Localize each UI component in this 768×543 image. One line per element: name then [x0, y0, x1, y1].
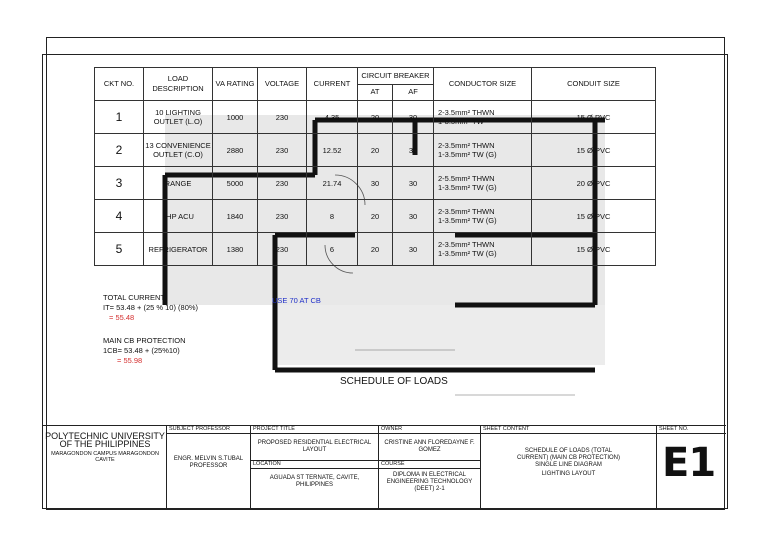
cell-conductor [434, 200, 532, 233]
conductor-line-2: 1-3.5mm² TW (G) [438, 249, 497, 258]
table-row [95, 134, 656, 167]
cell-current: 21.74 [307, 167, 358, 200]
cell-load: REFRIGERATOR [144, 233, 213, 266]
header-current: CURRENT [307, 68, 358, 101]
table-row [95, 200, 656, 233]
cell-voltage: 230 [258, 200, 307, 233]
header-conduit: CONDUIT SIZE [532, 68, 656, 101]
cell-af: 30 [393, 167, 434, 200]
header-conductor: CONDUCTOR SIZE [434, 68, 532, 101]
cell-current: 6 [307, 233, 358, 266]
cell-at: 30 [358, 167, 393, 200]
main-cb-formula: 1CB= 53.48 + (25%10) [103, 346, 180, 355]
course: DIPLOMA IN ELECTRICAL ENGINEERING TECHNOLOGY [386, 472, 473, 485]
cell-ckt: 5 [95, 233, 144, 266]
cell-af: 30 [393, 134, 434, 167]
university-title: POLYTECHNIC UNIVERSITY OF THE PHILIPPINES [45, 431, 165, 449]
owner-cell [378, 426, 480, 508]
location: AGUADA ST TERNATE, CAVITE, PHILIPPINES [269, 475, 360, 488]
cell-at: 20 [358, 134, 393, 167]
professor-role: PROFESSOR [189, 463, 228, 469]
sheet-no-header: SHEET NO. [657, 426, 726, 434]
course-header: COURSE [379, 460, 480, 469]
section: (DEET) 2-1 [414, 486, 445, 492]
table-row [95, 101, 656, 134]
plan-shaded-area-lower [275, 305, 605, 365]
conductor-line-1: 2-3.5mm² THWN [438, 108, 495, 117]
cell-va: 1380 [213, 233, 258, 266]
cell-at: 20 [358, 101, 393, 134]
cell-conduit: 15 Ø PVC [532, 101, 656, 134]
project-title: PROPOSED RESIDENTIAL ELECTRICAL LAYOUT [257, 440, 372, 453]
header-va: VA RATING [213, 68, 258, 101]
breaker-recommendation: USE 70 AT CB [272, 296, 321, 305]
cell-va: 5000 [213, 167, 258, 200]
location-header: LOCATION [251, 460, 378, 469]
cell-current: 8 [307, 200, 358, 233]
table-row [95, 233, 656, 266]
cell-af: 30 [393, 200, 434, 233]
cell-voltage: 230 [258, 167, 307, 200]
conductor-line-2: 1-3.5mm² TW (G) [438, 183, 497, 192]
project-title-header: PROJECT TITLE [251, 426, 378, 434]
cell-voltage: 230 [258, 101, 307, 134]
header-af: AF [393, 84, 434, 101]
conductor-line-1: 2-3.5mm² THWN [438, 141, 495, 150]
total-current-formula: IT= 53.48 + (25 % 10) (80%) [103, 303, 199, 312]
calculation-notes [103, 293, 198, 366]
main-cb-label: MAIN CB PROTECTION [103, 336, 186, 345]
header-voltage: VOLTAGE [258, 68, 307, 101]
total-current-label: TOTAL CURRENT [103, 293, 165, 302]
cell-conduit: 15 Ø PVC [532, 200, 656, 233]
header-ckt: CKT NO. [95, 68, 144, 101]
sheet-number: E1 [662, 440, 716, 486]
cell-va: 1840 [213, 200, 258, 233]
professor-name: ENGR. MELVIN S.TUBAL [173, 456, 244, 462]
header-breaker: CIRCUIT BREAKER [358, 68, 434, 85]
cell-load: 13 CONVENIENCE OUTLET (C.O) [144, 134, 213, 167]
conductor-line-1: 2-3.5mm² THWN [438, 240, 495, 249]
cell-conductor [434, 101, 532, 134]
cell-conductor [434, 167, 532, 200]
cell-ckt: 4 [95, 200, 144, 233]
university-name [44, 432, 166, 463]
project-cell [250, 426, 378, 508]
professor-header: SUBJECT PROFESSOR [167, 426, 250, 434]
campus-name: MARAGONDON CAMPUS MARAGONDON CAVITE [51, 451, 159, 463]
cell-va: 2880 [213, 134, 258, 167]
cell-current: 12.52 [307, 134, 358, 167]
cell-conduit: 15 Ø PVC [532, 134, 656, 167]
cell-af: 30 [393, 101, 434, 134]
sheet-content-cell [480, 426, 656, 508]
cell-conductor [434, 134, 532, 167]
owner-header: OWNER [379, 426, 480, 434]
conductor-line-1: 2-3.5mm² THWN [438, 207, 495, 216]
cell-conductor [434, 233, 532, 266]
sheet-content-overlay: LIGHTING LAYOUT [541, 471, 596, 477]
cell-voltage: 230 [258, 134, 307, 167]
cell-load: RANGE [144, 167, 213, 200]
table-row [95, 167, 656, 200]
sheet-content: SCHEDULE OF LOADS (TOTAL CURRENT) (MAIN CB PROTECTION) SINGLE LINE DIAGRAM [517, 448, 620, 468]
total-current-value: = 55.48 [109, 313, 135, 322]
conductor-line-2: 1-3.5mm² TW (G) [438, 216, 497, 225]
cell-va: 1000 [213, 101, 258, 134]
conductor-line-2: 1-3.5mm² TW (G) [438, 150, 497, 159]
cell-current: 4.35 [307, 101, 358, 134]
cell-at: 20 [358, 233, 393, 266]
cell-conduit: 15 Ø PVC [532, 233, 656, 266]
cell-ckt: 1 [95, 101, 144, 134]
cell-voltage: 230 [258, 233, 307, 266]
header-load: LOAD DESCRIPTION [144, 68, 213, 101]
cell-conduit: 20 Ø PVC [532, 167, 656, 200]
cell-af: 30 [393, 233, 434, 266]
sheet-content-header: SHEET CONTENT [481, 426, 656, 434]
cell-load: 10 LIGHTING OUTLET (L.O) [144, 101, 213, 134]
cell-load: 1HP ACU [144, 200, 213, 233]
conductor-line-1: 2-5.5mm² THWN [438, 174, 495, 183]
conductor-line-2: 1-3.5mm² TW [438, 117, 484, 126]
main-cb-value: = 55.98 [117, 356, 143, 365]
schedule-of-loads-table [94, 67, 656, 266]
cell-ckt: 2 [95, 134, 144, 167]
professor-cell [166, 426, 250, 508]
header-at: AT [358, 84, 393, 101]
schedule-title: SCHEDULE OF LOADS [340, 376, 448, 387]
cell-at: 20 [358, 200, 393, 233]
cell-ckt: 3 [95, 167, 144, 200]
owner-name: CRISTINE ANN FLOREDAYNE F. GOMEZ [384, 440, 475, 453]
